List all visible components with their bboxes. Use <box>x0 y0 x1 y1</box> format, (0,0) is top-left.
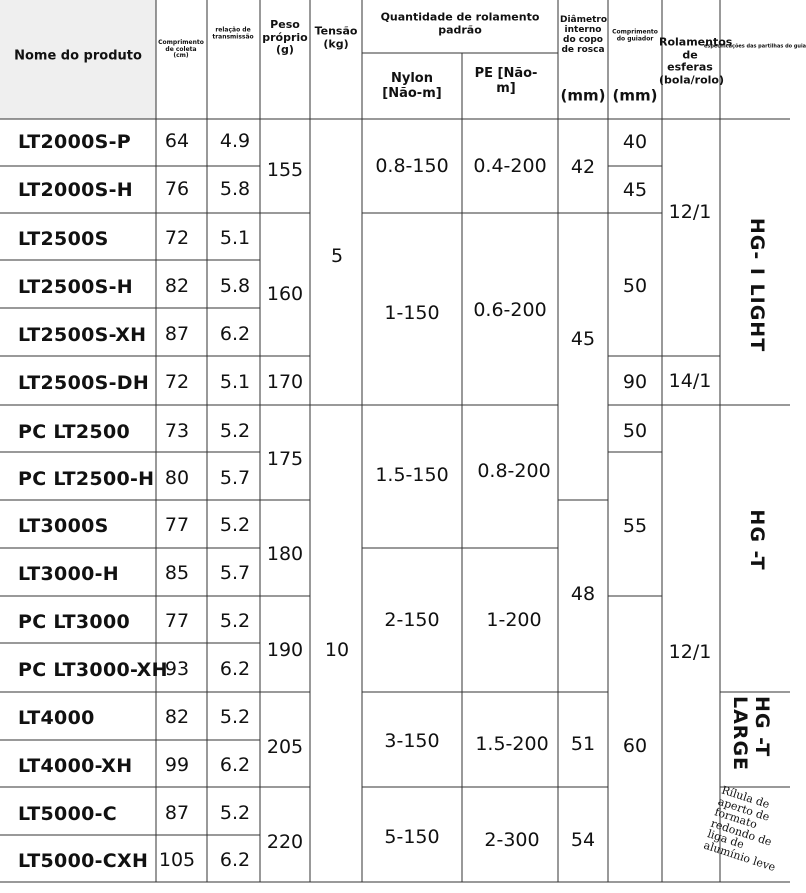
ratio-value: 5.8 <box>219 178 251 201</box>
header-bearing-quantity: Quantidade de rolamento padrão <box>380 10 540 36</box>
ratio-value: 5.8 <box>219 275 251 298</box>
product-name: LT3000-H <box>18 563 119 585</box>
ratio-value: 6.2 <box>219 658 251 681</box>
header-bearings: Rolamentos de esferas (bola/rolo) <box>659 35 733 87</box>
length-value: 72 <box>164 371 190 394</box>
tension-value: 5 <box>330 245 344 268</box>
handle-value: 40 <box>622 131 648 154</box>
ratio-value: 5.2 <box>219 420 251 443</box>
pe-value: 0.6-200 <box>473 299 547 322</box>
header-handle-unit: (mm) <box>612 86 658 105</box>
nylon-value: 1-150 <box>384 302 440 325</box>
length-value: 77 <box>164 610 190 633</box>
ratio-value: 4.9 <box>219 130 251 153</box>
header-length: Comprimento de coleta (cm) <box>158 39 204 60</box>
handle-value: 60 <box>622 735 648 758</box>
nylon-value: 1.5-150 <box>375 464 449 487</box>
header-nylon: Nylon [Não-m] <box>382 71 442 101</box>
length-value: 73 <box>164 420 190 443</box>
header-cup-unit: (mm) <box>560 86 606 105</box>
nylon-value: 0.8-150 <box>375 155 449 178</box>
weight-value: 175 <box>266 448 304 471</box>
pe-value: 1-200 <box>486 609 542 632</box>
length-value: 105 <box>158 849 196 872</box>
nylon-value: 2-150 <box>384 609 440 632</box>
knob-note: Rílula de aperto de formato redondo de liga de alumínio leve <box>702 783 778 874</box>
cup-value: 42 <box>570 156 596 179</box>
ratio-value: 6.2 <box>219 849 251 872</box>
length-value: 72 <box>164 227 190 250</box>
spec-hg-light: HG- I LIGHT <box>746 217 768 353</box>
weight-value: 180 <box>266 543 304 566</box>
pe-value: 0.4-200 <box>473 155 547 178</box>
product-name: LT2500S-DH <box>18 372 150 394</box>
ratio-value: 5.2 <box>219 706 251 729</box>
product-name: LT2500S-XH <box>18 324 147 346</box>
length-value: 93 <box>164 658 190 681</box>
handle-value: 90 <box>622 371 648 394</box>
ratio-value: 6.2 <box>219 323 251 346</box>
length-value: 82 <box>164 275 190 298</box>
spec-hg-t: HG -T <box>746 509 768 571</box>
length-value: 77 <box>164 514 190 537</box>
header-weight: Peso próprio (g) <box>262 18 308 57</box>
handle-value: 50 <box>622 420 648 443</box>
product-name: PC LT2500 <box>18 421 130 443</box>
length-value: 85 <box>164 562 190 585</box>
length-value: 87 <box>164 323 190 346</box>
cup-value: 45 <box>570 328 596 351</box>
ratio-value: 5.2 <box>219 802 251 825</box>
product-name: PC LT3000-XH <box>18 659 168 681</box>
header-tension: Tensão (kg) <box>314 24 358 50</box>
weight-value: 220 <box>266 831 304 854</box>
length-value: 64 <box>164 130 190 153</box>
cup-value: 51 <box>570 733 596 756</box>
ratio-value: 5.2 <box>219 610 251 633</box>
header-cup-diameter: Diâmetro interno do copo de rosca <box>560 15 608 55</box>
bearings-value: 14/1 <box>668 370 712 393</box>
ratio-value: 6.2 <box>219 754 251 777</box>
ratio-value: 5.7 <box>219 562 251 585</box>
ratio-value: 5.1 <box>219 227 251 250</box>
handle-value: 50 <box>622 275 648 298</box>
length-value: 87 <box>164 802 190 825</box>
length-value: 82 <box>164 706 190 729</box>
bearings-value: 12/1 <box>668 201 712 224</box>
ratio-value: 5.7 <box>219 467 251 490</box>
header-handle-length: Comprimento do guiador <box>612 28 658 42</box>
product-name: LT3000S <box>18 515 109 537</box>
handle-value: 55 <box>622 515 648 538</box>
handle-value: 45 <box>622 179 648 202</box>
header-spool-spec: especificações das partilhas do guia <box>703 43 806 50</box>
nylon-value: 3-150 <box>384 730 440 753</box>
cup-value: 54 <box>570 829 596 852</box>
product-name: LT5000-CXH <box>18 850 149 872</box>
header-product-name: Nome do produto <box>14 48 142 64</box>
spec-hg-t-large: HG -T LARGE <box>729 696 773 772</box>
bearings-value: 12/1 <box>668 641 712 664</box>
length-value: 80 <box>164 467 190 490</box>
product-name: LT2000S-P <box>18 131 131 153</box>
ratio-value: 5.1 <box>219 371 251 394</box>
product-name: PC LT3000 <box>18 611 130 633</box>
pe-value: 0.8-200 <box>477 460 551 483</box>
pe-value: 2-300 <box>484 829 540 852</box>
product-name: PC LT2500-H <box>18 468 155 490</box>
product-name: LT2500S-H <box>18 276 133 298</box>
length-value: 76 <box>164 178 190 201</box>
product-name: LT4000 <box>18 707 95 729</box>
product-name: LT2000S-H <box>18 179 133 201</box>
weight-value: 155 <box>266 159 304 182</box>
nylon-value: 5-150 <box>384 826 440 849</box>
header-ratio: relação de transmissão <box>212 26 254 40</box>
pe-value: 1.5-200 <box>475 733 549 756</box>
weight-value: 205 <box>266 736 304 759</box>
product-name: LT2500S <box>18 228 109 250</box>
ratio-value: 5.2 <box>219 514 251 537</box>
cup-value: 48 <box>570 583 596 606</box>
weight-value: 190 <box>266 639 304 662</box>
product-name: LT4000-XH <box>18 755 133 777</box>
product-name: LT5000-C <box>18 803 118 825</box>
weight-value: 160 <box>266 283 304 306</box>
tension-value: 10 <box>324 639 350 662</box>
length-value: 99 <box>164 754 190 777</box>
weight-value: 170 <box>266 371 304 394</box>
header-pe: PE [Não-m] <box>474 66 538 96</box>
